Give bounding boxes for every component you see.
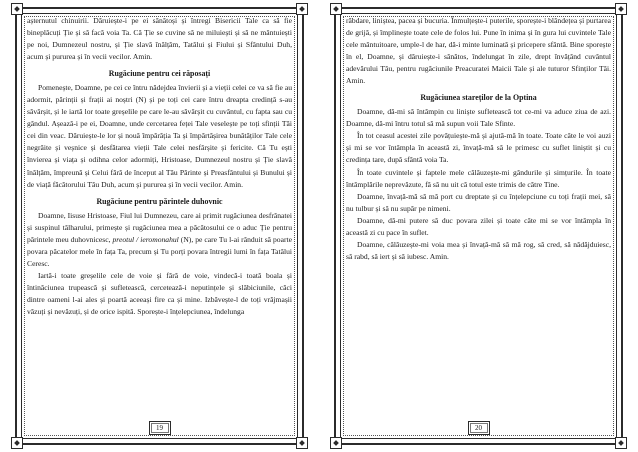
page-number-box (468, 421, 490, 435)
paragraph: răbdare, liniștea, pacea și bucuria. Înmulțește-i puterile, sporește-i blândețea și purtarea de grijă, și împlinește toate cele de folos lui. Pune în inima și în gura lui cuvintele Tale cele mântuitoare, umple-l de har, dă-i minte luminată și pricepere sfântă. Bine sporește în el, Doamne, și dăruiește-i sănătos, îndelungat în zile, drept învățând cuvântul adevărului Tău, pentru rugăciunile Preacuratei Maicii Tale și ale tuturor Sfinților Tăi. Amin. (346, 16, 611, 86)
paragraph: În tot ceasul acestei zile povățuiește-mă și ajută-mă în toate. Toate câte le voi auzi și mi se vor întâmpla în această zi, învață-mă să le primesc cu suflet liniștit și cu credința tare, după sfântă voia Ta. (346, 131, 611, 165)
paragraph: În toate cuvintele și faptele mele călăuzește-mi gândurile și simțurile. În toate întâmplările neprevăzute, fă să nu uit că totul este trimis de către Tine. (346, 167, 611, 189)
border-corner-ornament (296, 437, 308, 449)
page-number: 20 (475, 424, 482, 432)
prayer-heading: Rugăciune pentru cei răposați (108, 69, 211, 79)
right-page (319, 0, 638, 452)
border-corner-ornament (11, 3, 23, 15)
border-corner-ornament (296, 3, 308, 15)
right-page-text (346, 15, 611, 414)
paragraph: Doamne, dă-mi să întâmpin cu liniște sufletească tot ce-mi va aduce ziua de azi. Doamne, dă-mi întru totul să mă supun voii Tale Sfinte. (346, 107, 611, 129)
border-corner-ornament (615, 3, 627, 15)
paragraph: Doamne, dă-mi putere să duc povara zilei și toate câte mi se vor întâmpla în această zi cu pace în suflet. (346, 215, 611, 237)
emphasized-text: preotul / ieromonahul (112, 234, 179, 244)
left-page-text (27, 15, 292, 414)
paragraph (27, 210, 292, 270)
prayer-heading: Rugăciune pentru părintele duhovnic (96, 196, 223, 206)
page-number: 19 (156, 424, 163, 432)
border-corner-ornament (330, 437, 342, 449)
paragraph-text: (N), pe care Tu l-ai rânduit să poarte povara păcatelor mele în fața Ta, precum și Tu porți povara întregii lumi în fața Tatălui Ceresc. (27, 234, 292, 268)
paragraph: Doamne, călăuzește-mi voia mea și învață-mă să mă rog, să cred, să nădăjduiesc, să rabd, să iert și să iubesc. Amin. (346, 239, 611, 261)
page-number-box (149, 421, 171, 435)
paragraph: așternutul chinuirii. Dăruiește-i pe ei sănătoși și întregi Bisericii Tale ca să fie bineplăcuți Ție și să facă voia Ta. Că Ție se cuvine să ne miluiești și să ne mântuiești pe noi, Dumnezeul nostru, și Ție slavă înălțăm, Tatălui și Fiului și Sfântului Duh, acum și pururea și în vecii vecilor. Amin. (27, 16, 292, 62)
paragraph: Iartă-i toate greșelile cele de voie și fără de voie, vindecă-i toată boala și întinăciunea trupească și sufletească, cercetează-i neputințele și slăbiciunile, căci dintre oameni l-ai ales și poartă aceeași fire ca și mine. Izbăvește-l de toți vrăjmașii văzuți și nevăzuți, și de orice ispită. Sporește-i înțelepciunea, îndelunga (27, 270, 292, 316)
prayer-heading: Rugăciunea stareților de la Optina (420, 93, 537, 103)
paragraph-text: Doamne, Iisuse Hristoase, Fiul lui Dumnezeu, care ai primit rugăciunea desfrânatei și suspinul tâlharului, primește și rugăciunea mea a păcătosului ce o aduc Ție pentru părintele meu duhovnicesc, (27, 210, 292, 244)
border-corner-ornament (330, 3, 342, 15)
border-corner-ornament (11, 437, 23, 449)
paragraph: Doamne, învață-mă să mă port cu dreptate și cu înțelepciune cu toți frații mei, să nu tulbur și să nu supăr pe nimeni. (346, 191, 611, 213)
paragraph: Pomenește, Doamne, pe cei ce întru nădejdea învierii și a vieții celei ce va să fie au adormit, părinții și frații ai noștri (N) și pe toți cei care întru dreapta credință s-au săvârșit, și le iartă lor toate greșelile pe care le-au săvârșit cu cuvântul, cu fapta sau cu gândul. Așează-i pe ei, Doamne, unde cercetarea feței Tale veselește pe toți sfinții Tăi cei din veac. Dăruiește-le lor și nouă împărăția Ta și împărtășirea bunătăților Tale cele negrăite și veșnice și desfătarea vieții Tale celei nesfârșite și fericite. Că Tu ești învierea și viața și odihna celor adormiți, Hristoase, Dumnezeul nostru și Ție slavă înălțăm, împreună și Celui fără de început al Tău Părinte și Preasfântului și Bunului și de viață făcătorului Tău Duh, acum și pururea și în vecii vecilor. Amin. (27, 83, 292, 189)
border-corner-ornament (615, 437, 627, 449)
